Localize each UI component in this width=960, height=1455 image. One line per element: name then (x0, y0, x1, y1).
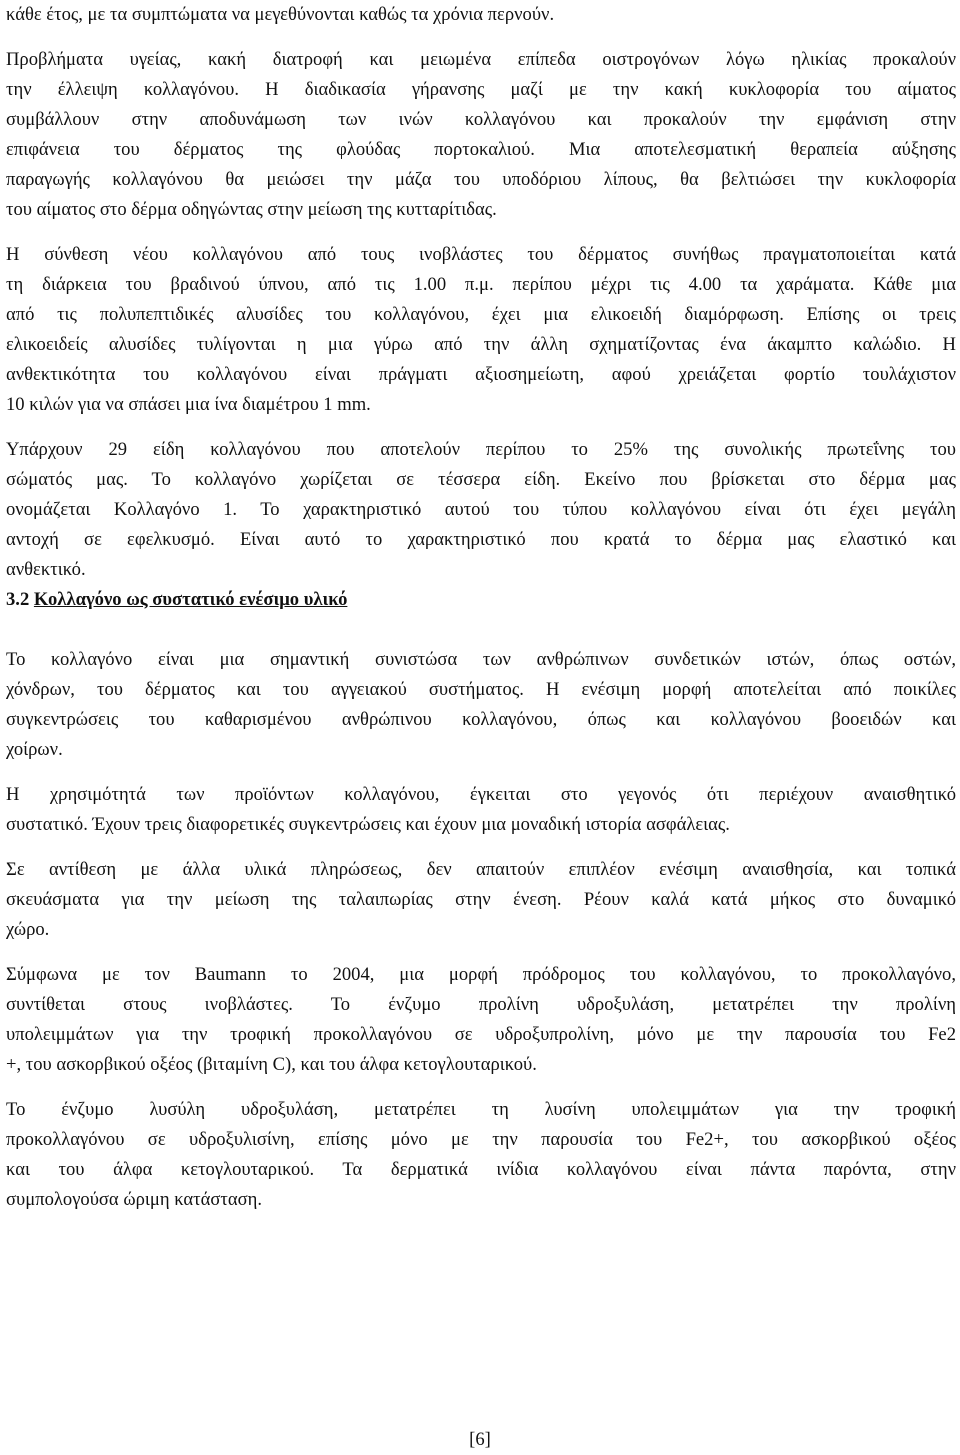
paragraph-line: Προβλήματα υγείας, κακή διατροφή και μειωμένα επίπεδα οιστρογόνων λόγω ηλικίας προκαλούν (6, 49, 956, 70)
paragraph-line: Η σύνθεση νέου κολλαγόνου από τους ινοβλάστες του δέρματος συνήθως πραγματοποιείται κατά (6, 244, 956, 265)
paragraph-line: συμβάλλουν στην αποδυνάμωση των ινών κολλαγόνου και προκαλούν την εμφάνιση στην (6, 109, 956, 130)
section-heading (6, 585, 956, 615)
paragraph-line: συγκεντρώσεις του καθαρισμένου ανθρώπινου κολλαγόνου, όπως και κολλαγόνου βοοειδών και (6, 709, 956, 730)
paragraph-line: επιφάνεια του δέρματος της φλούδας πορτοκαλιού. Μια αποτελεσματική θεραπεία αύξησης (6, 139, 956, 160)
paragraph-line: ονομάζεται Κολλαγόνο 1. Το χαρακτηριστικό αυτού του τύπου κολλαγόνου είναι ότι έχει μεγάλη (6, 499, 956, 520)
paragraph-line: υπολειμμάτων για την τροφική προκολλαγόνου σε υδροξυπρολίνη, μόνο με την παρουσία του Fe2 (6, 1024, 956, 1045)
paragraph (6, 780, 956, 840)
paragraph-line: συντίθεται στους ινοβλάστες. Το ένζυμο προλίνη υδροξυλάση, μετατρέπει την προλίνη (6, 994, 956, 1015)
section-title: Κολλαγόνο ως συστατικό ενέσιμο υλικό (33, 589, 348, 610)
paragraph-line: ελικοειδείς αλυσίδες τυλίγονται η μια γύρω από την άλλη σχηματίζοντας ένα άκαμπτο καλώδιο. Η (6, 334, 956, 355)
paragraph-line: Υπάρχουν 29 είδη κολλαγόνου που αποτελούν περίπου το 25% της συνολικής πρωτεΐνης του (6, 439, 956, 460)
paragraph-line: συμπολογούσα ώριμη κατάσταση. (6, 1189, 262, 1210)
paragraph-line: τη διάρκεια του βραδινού ύπνου, από τις 1.00 π.μ. περίπου μέχρι τις 4.00 τα χαράματα. Κάθε μια (6, 274, 956, 295)
paragraph-group-after-heading (6, 645, 956, 1215)
document-body (6, 0, 956, 1215)
paragraph-line: Το ένζυμο λυσύλη υδροξυλάση, μετατρέπει τη λυσίνη υπολειμμάτων για την τροφική (6, 1099, 956, 1120)
paragraph-line: 10 κιλών για να σπάσει μια ίνα διαμέτρου 1 mm. (6, 394, 371, 415)
paragraph-line: σώματός μας. Το κολλαγόνο χωρίζεται σε τέσσερα είδη. Εκείνο που βρίσκεται στο δέρμα μας (6, 469, 956, 490)
paragraph (6, 855, 956, 945)
paragraph-line: Το κολλαγόνο είναι μια σημαντική συνιστώσα των ανθρώπινων συνδετικών ιστών, όπως οστών, (6, 649, 956, 670)
paragraph-line: παραγωγής κολλαγόνου θα μειώσει την μάζα του υποδόριου λίπους, θα βελτιώσει την κυκλοφορία (6, 169, 956, 190)
paragraph-line: Σε αντίθεση με άλλα υλικά πληρώσεως, δεν απαιτούν επιπλέον ενέσιμη αναισθησία, και τοπικά (6, 859, 956, 880)
section-number: 3.2 (6, 589, 30, 610)
paragraph-line: ανθεκτικό. (6, 559, 86, 580)
paragraph-line: από τις πολυπεπτιδικές αλυσίδες του κολλαγόνου, έχει μια ελικοειδή διαμόρφωση. Επίσης οι τρεις (6, 304, 956, 325)
paragraph-line: κάθε έτος, με τα συμπτώματα να μεγεθύνονται καθώς τα χρόνια περνούν. (6, 4, 555, 25)
paragraph-line: +, του ασκορβικού οξέος (βιταμίνη C), και του άλφα κετογλουταρικού. (6, 1054, 537, 1075)
paragraph (6, 0, 956, 30)
paragraph-line: χόνδρων, του δέρματος και του αγγειακού συστήματος. Η ενέσιμη μορφή αποτελείται από ποικίλες (6, 679, 956, 700)
paragraph (6, 960, 956, 1080)
paragraph-line: του αίματος στο δέρμα οδηγώντας στην μείωση της κυτταρίτιδας. (6, 199, 497, 220)
paragraph-line: Η χρησιμότητά των προϊόντων κολλαγόνου, έγκειται στο γεγονός ότι περιέχουν αναισθητικό (6, 784, 956, 805)
paragraph-line: χώρο. (6, 919, 50, 940)
paragraph-line: Σύμφωνα με τον Baumann το 2004, μια μορφή πρόδρομος του κολλαγόνου, το προκολλαγόνο, (6, 964, 956, 985)
paragraph-line: χοίρων. (6, 739, 63, 760)
paragraph (6, 45, 956, 225)
paragraph-line: αντοχή σε εφελκυσμό. Είναι αυτό το χαρακτηριστικό που κρατά το δέρμα μας ελαστικό και (6, 529, 956, 550)
paragraph-line: την έλλειψη κολλαγόνου. Η διαδικασία γήρανσης μαζί με την κακή κυκλοφορία του αίματος (6, 79, 956, 100)
page-number: [6] (469, 1429, 491, 1450)
paragraph-line: σκευάσματα για την μείωση της ταλαιπωρίας στην ένεση. Ρέουν καλά κατά μήκος στο δυναμικό (6, 889, 956, 910)
paragraph (6, 435, 956, 585)
paragraph-line: ανθεκτικότητα του κολλαγόνου είναι πράγματι αξιοσημείωτη, αφού χρειάζεται φορτίο τουλάχιστον (6, 364, 956, 385)
paragraph-line: προκολλαγόνου σε υδροξυλισίνη, επίσης μόνο με την παρουσία του Fe2+, του ασκορβικού οξέος (6, 1129, 956, 1150)
paragraph (6, 1095, 956, 1215)
paragraph-line: συστατικό. Έχουν τρεις διαφορετικές συγκεντρώσεις και έχουν μια μοναδική ιστορία ασφάλειας. (6, 814, 730, 835)
paragraph (6, 240, 956, 420)
paragraph-group-before-heading (6, 0, 956, 585)
paragraph-line: και του άλφα κετογλουταρικού. Τα δερματικά ινίδια κολλαγόνου είναι πάντα παρόντα, στην (6, 1159, 956, 1180)
paragraph (6, 645, 956, 765)
